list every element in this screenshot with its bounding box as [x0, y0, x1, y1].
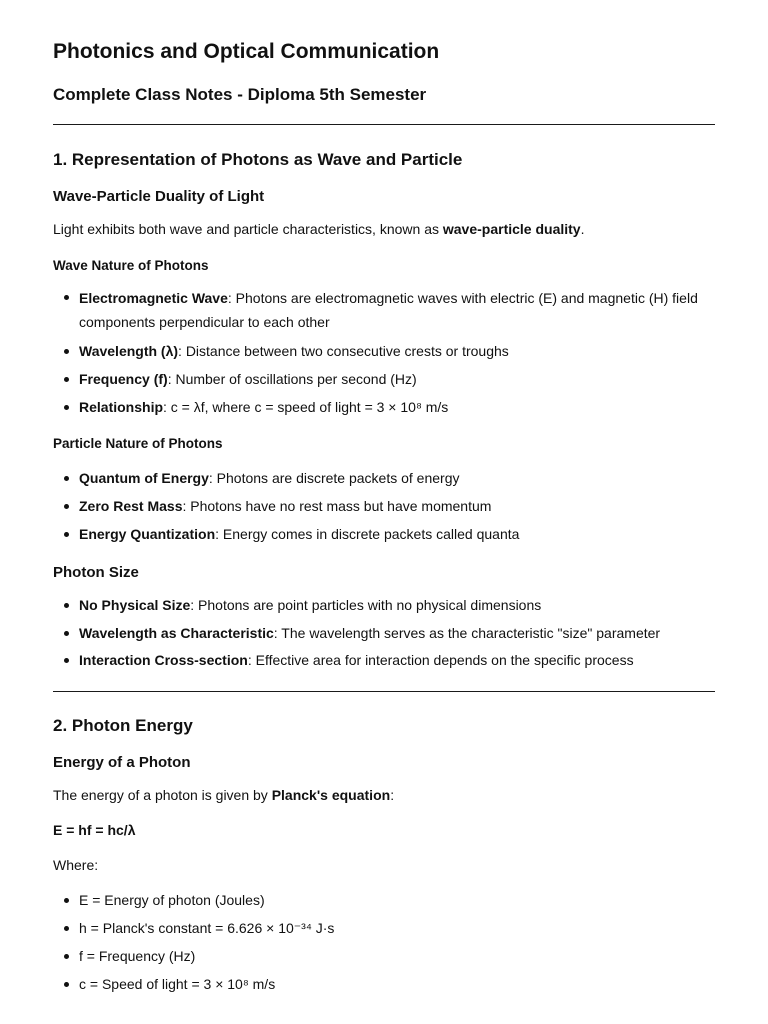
document-title: Photonics and Optical Communication: [53, 40, 440, 63]
document-subtitle: Complete Class Notes - Diploma 5th Semester: [53, 85, 427, 104]
list-item: No Physical Size: Photons are point particles with no physical dimensions: [79, 597, 542, 613]
wave-particle-intro: Light exhibits both wave and particle characteristics, known as wave-particle duality.: [53, 221, 585, 237]
list-item: c = Speed of light = 3 × 10⁸ m/s: [79, 976, 276, 992]
wave-particle-duality-heading: Wave-Particle Duality of Light: [53, 188, 265, 205]
energy-of-photon-heading: Energy of a Photon: [53, 754, 191, 771]
list-item: Wavelength as Characteristic: The wavelength serves as the characteristic "size" parameter: [79, 625, 661, 641]
list-item: Relationship: c = λf, where c = speed of light = 3 × 10⁸ m/s: [79, 399, 449, 415]
list-item: Electromagnetic Wave: Photons are electromagnetic waves with electric (E) and magnetic (H) field components perpendicular to each other: [79, 286, 699, 334]
list-item: f = Frequency (Hz): [79, 948, 196, 964]
divider: [53, 691, 715, 692]
section-1-heading: 1. Representation of Photons as Wave and Particle: [53, 150, 463, 169]
planck-intro: The energy of a photon is given by Planck's equation:: [53, 787, 395, 803]
list-item: Wavelength (λ): Distance between two consecutive crests or troughs: [79, 343, 509, 359]
list-item: h = Planck's constant = 6.626 × 10⁻³⁴ J·s: [79, 920, 335, 936]
divider: [53, 124, 715, 125]
where-label: Where:: [53, 857, 99, 873]
planck-equation: E = hf = hc/λ: [53, 822, 136, 838]
list-item: Quantum of Energy: Photons are discrete packets of energy: [79, 470, 460, 486]
particle-nature-heading: Particle Nature of Photons: [53, 436, 223, 451]
list-item: Interaction Cross-section: Effective area for interaction depends on the specific process: [79, 652, 634, 668]
list-item: Frequency (f): Number of oscillations per second (Hz): [79, 371, 417, 387]
list-item: Zero Rest Mass: Photons have no rest mass but have momentum: [79, 498, 492, 514]
photon-size-heading: Photon Size: [53, 564, 139, 581]
list-item: Energy Quantization: Energy comes in discrete packets called quanta: [79, 526, 520, 542]
list-item: E = Energy of photon (Joules): [79, 892, 265, 908]
section-2-heading: 2. Photon Energy: [53, 716, 193, 735]
wave-nature-heading: Wave Nature of Photons: [53, 258, 209, 273]
